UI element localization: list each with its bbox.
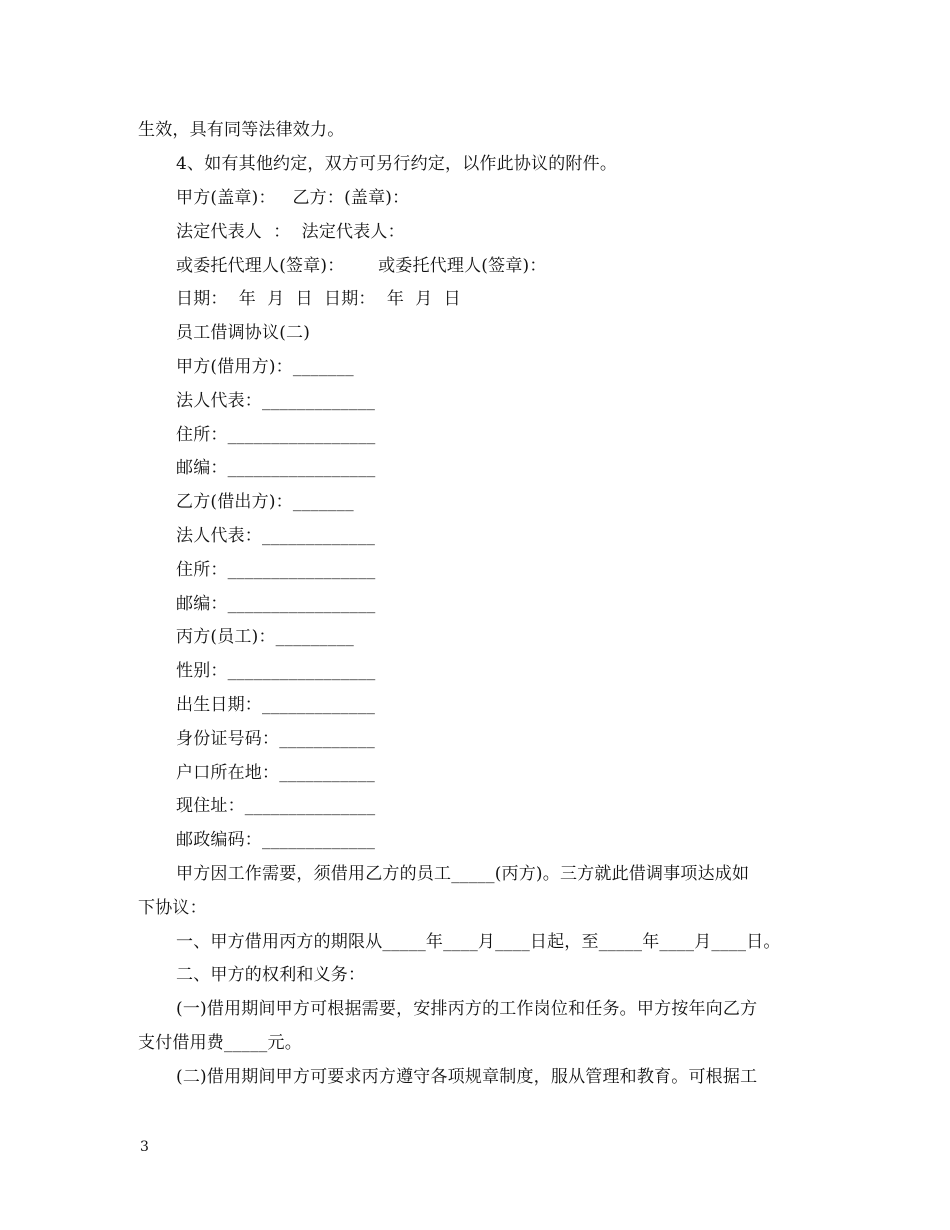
text-line: 支付借用费_____元。 [138, 1033, 302, 1053]
form-field-line: 邮编：_________________ [176, 594, 376, 614]
form-field-line: 现住址：_______________ [176, 796, 376, 816]
form-field-line: 丙方(员工)：_________ [176, 627, 354, 647]
text-line: (一)借用期间甲方可根据需要，安排丙方的工作岗位和任务。甲方按年向乙方 [176, 999, 758, 1019]
text-line: 生效，具有同等法律效力。 [138, 120, 345, 140]
form-field-line: 住所：_________________ [176, 560, 376, 580]
form-field-line: 法人代表：_____________ [176, 391, 376, 411]
form-field-line: 住所：_________________ [176, 425, 376, 445]
text-line: 二、甲方的权利和义务： [176, 965, 366, 985]
text-line: 或委托代理人(签章)： 或委托代理人(签章)： [176, 256, 547, 276]
form-field-line: 甲方(借用方)：_______ [176, 357, 354, 377]
form-field-line: 法人代表：_____________ [176, 526, 376, 546]
section-title: 员工借调协议(二) [176, 323, 311, 343]
form-field-line: 性别：_________________ [176, 661, 376, 681]
text-line: 4、如有其他约定，双方可另行约定，以作此协议的附件。 [176, 154, 618, 174]
text-line: 甲方(盖章)： 乙方：(盖章)： [176, 188, 410, 208]
text-line: 一、甲方借用丙方的期限从_____年____月____日起，至_____年____月____日。 [176, 932, 781, 952]
form-field-line: 户口所在地：___________ [176, 763, 375, 783]
page-number: 3 [140, 1139, 149, 1155]
text-line: 甲方因工作需要，须借用乙方的员工_____(丙方)。三方就此借调事项达成如 [176, 864, 750, 884]
form-field-line: 乙方(借出方)：_______ [176, 492, 354, 512]
text-line: 法定代表人 ： 法定代表人： [176, 222, 405, 242]
text-line: 日期： 年 月 日 日期： 年 月 日 [176, 289, 461, 309]
form-field-line: 邮政编码：_____________ [176, 830, 376, 850]
form-field-line: 出生日期：_____________ [176, 695, 376, 715]
text-line: 下协议： [138, 898, 207, 918]
form-field-line: 邮编：_________________ [176, 458, 376, 478]
text-line: (二)借用期间甲方可要求丙方遵守各项规章制度，服从管理和教育。可根据工 [176, 1067, 758, 1087]
form-field-line: 身份证号码：___________ [176, 729, 375, 749]
